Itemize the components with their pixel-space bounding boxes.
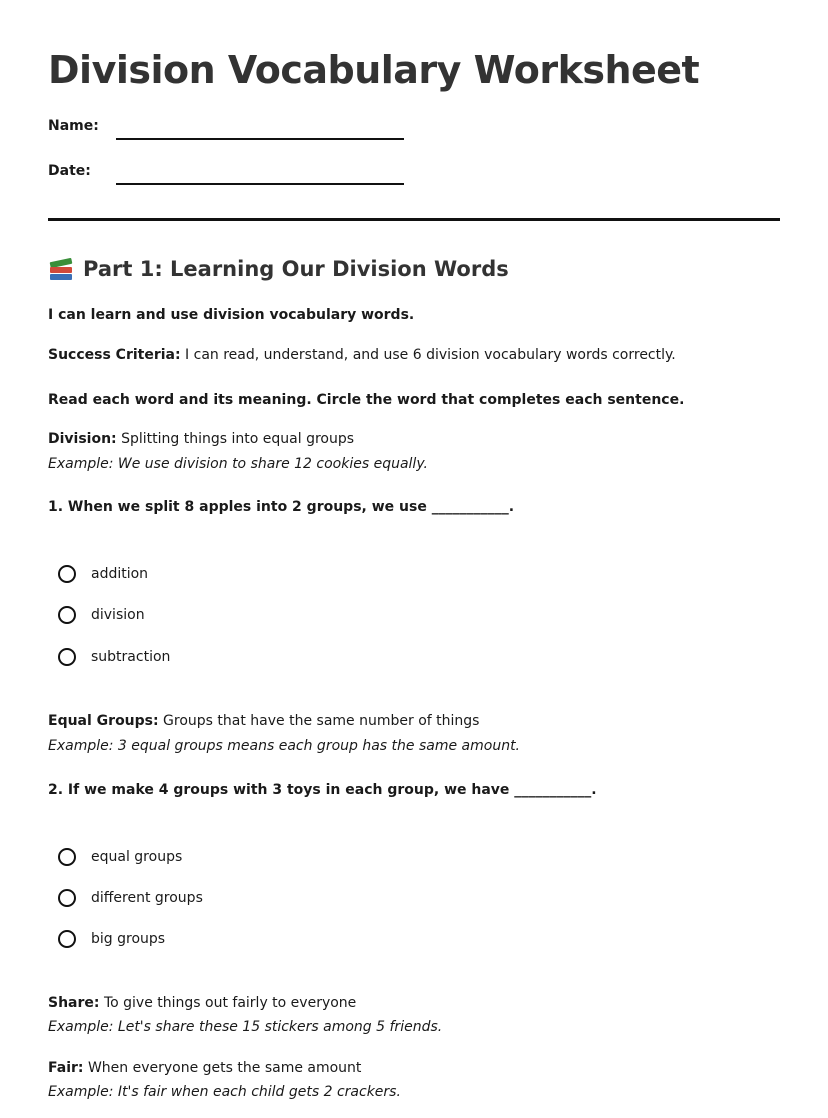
vocab-term: Division: — [48, 431, 117, 447]
vocab-example: Example: 3 equal groups means each group has the same amount. — [48, 738, 521, 754]
page-title: Division Vocabulary Worksheet — [48, 48, 700, 92]
date-label: Date: — [48, 163, 91, 179]
question-2-option-different-groups[interactable] — [58, 886, 203, 910]
vocab-definition: When everyone gets the same amount — [83, 1060, 362, 1076]
vocab-item-fair — [48, 1060, 361, 1076]
success-criteria — [48, 347, 676, 363]
radio-circle-icon[interactable] — [58, 848, 76, 866]
radio-circle-icon[interactable] — [58, 889, 76, 907]
name-field — [48, 118, 448, 142]
vocab-example: Example: It's fair when each child gets 2 crackers. — [48, 1084, 401, 1100]
vocab-definition: Splitting things into equal groups — [116, 431, 355, 447]
vocab-example: Example: Let's share these 15 stickers among 5 friends. — [48, 1019, 443, 1035]
option-label: big groups — [91, 931, 166, 947]
radio-circle-icon[interactable] — [58, 606, 76, 624]
question-2-option-equal-groups[interactable] — [58, 845, 182, 869]
success-criteria-label: Success Criteria: — [48, 347, 181, 363]
vocab-term: Share: — [48, 995, 100, 1011]
radio-circle-icon[interactable] — [58, 930, 76, 948]
radio-circle-icon[interactable] — [58, 565, 76, 583]
option-label: division — [91, 607, 145, 623]
vocab-definition: Groups that have the same number of things — [158, 713, 480, 729]
books-icon — [48, 257, 74, 281]
instructions: Read each word and its meaning. Circle the word that completes each sentence. — [48, 392, 685, 408]
question-1-option-addition[interactable] — [58, 562, 148, 586]
option-label: equal groups — [91, 849, 183, 865]
success-criteria-text: I can read, understand, and use 6 division vocabulary words correctly. — [180, 347, 676, 363]
name-line[interactable] — [116, 138, 404, 140]
vocab-term: Fair: — [48, 1060, 84, 1076]
learning-objective: I can learn and use division vocabulary words. — [48, 307, 415, 323]
option-label: different groups — [91, 890, 203, 906]
question-1-prompt: 1. When we split 8 apples into 2 groups, we use ___________. — [48, 499, 515, 515]
name-label: Name: — [48, 118, 99, 134]
part1-heading-text: Part 1: Learning Our Division Words — [83, 257, 509, 281]
section-divider — [48, 218, 780, 221]
date-field — [48, 163, 448, 187]
vocab-item-equal-groups — [48, 713, 479, 729]
vocab-term: Equal Groups: — [48, 713, 159, 729]
question-1-option-subtraction[interactable] — [58, 645, 170, 669]
question-1-option-division[interactable] — [58, 603, 145, 627]
option-label: subtraction — [91, 649, 171, 665]
option-label: addition — [91, 566, 149, 582]
vocab-definition: To give things out fairly to everyone — [99, 995, 357, 1011]
question-2-option-big-groups[interactable] — [58, 927, 165, 951]
vocab-example: Example: We use division to share 12 cookies equally. — [48, 456, 428, 472]
radio-circle-icon[interactable] — [58, 648, 76, 666]
date-line[interactable] — [116, 183, 404, 185]
question-2-prompt: 2. If we make 4 groups with 3 toys in each group, we have ___________. — [48, 782, 597, 798]
vocab-item-division — [48, 431, 354, 447]
part1-heading — [48, 257, 509, 281]
vocab-item-share — [48, 995, 356, 1011]
